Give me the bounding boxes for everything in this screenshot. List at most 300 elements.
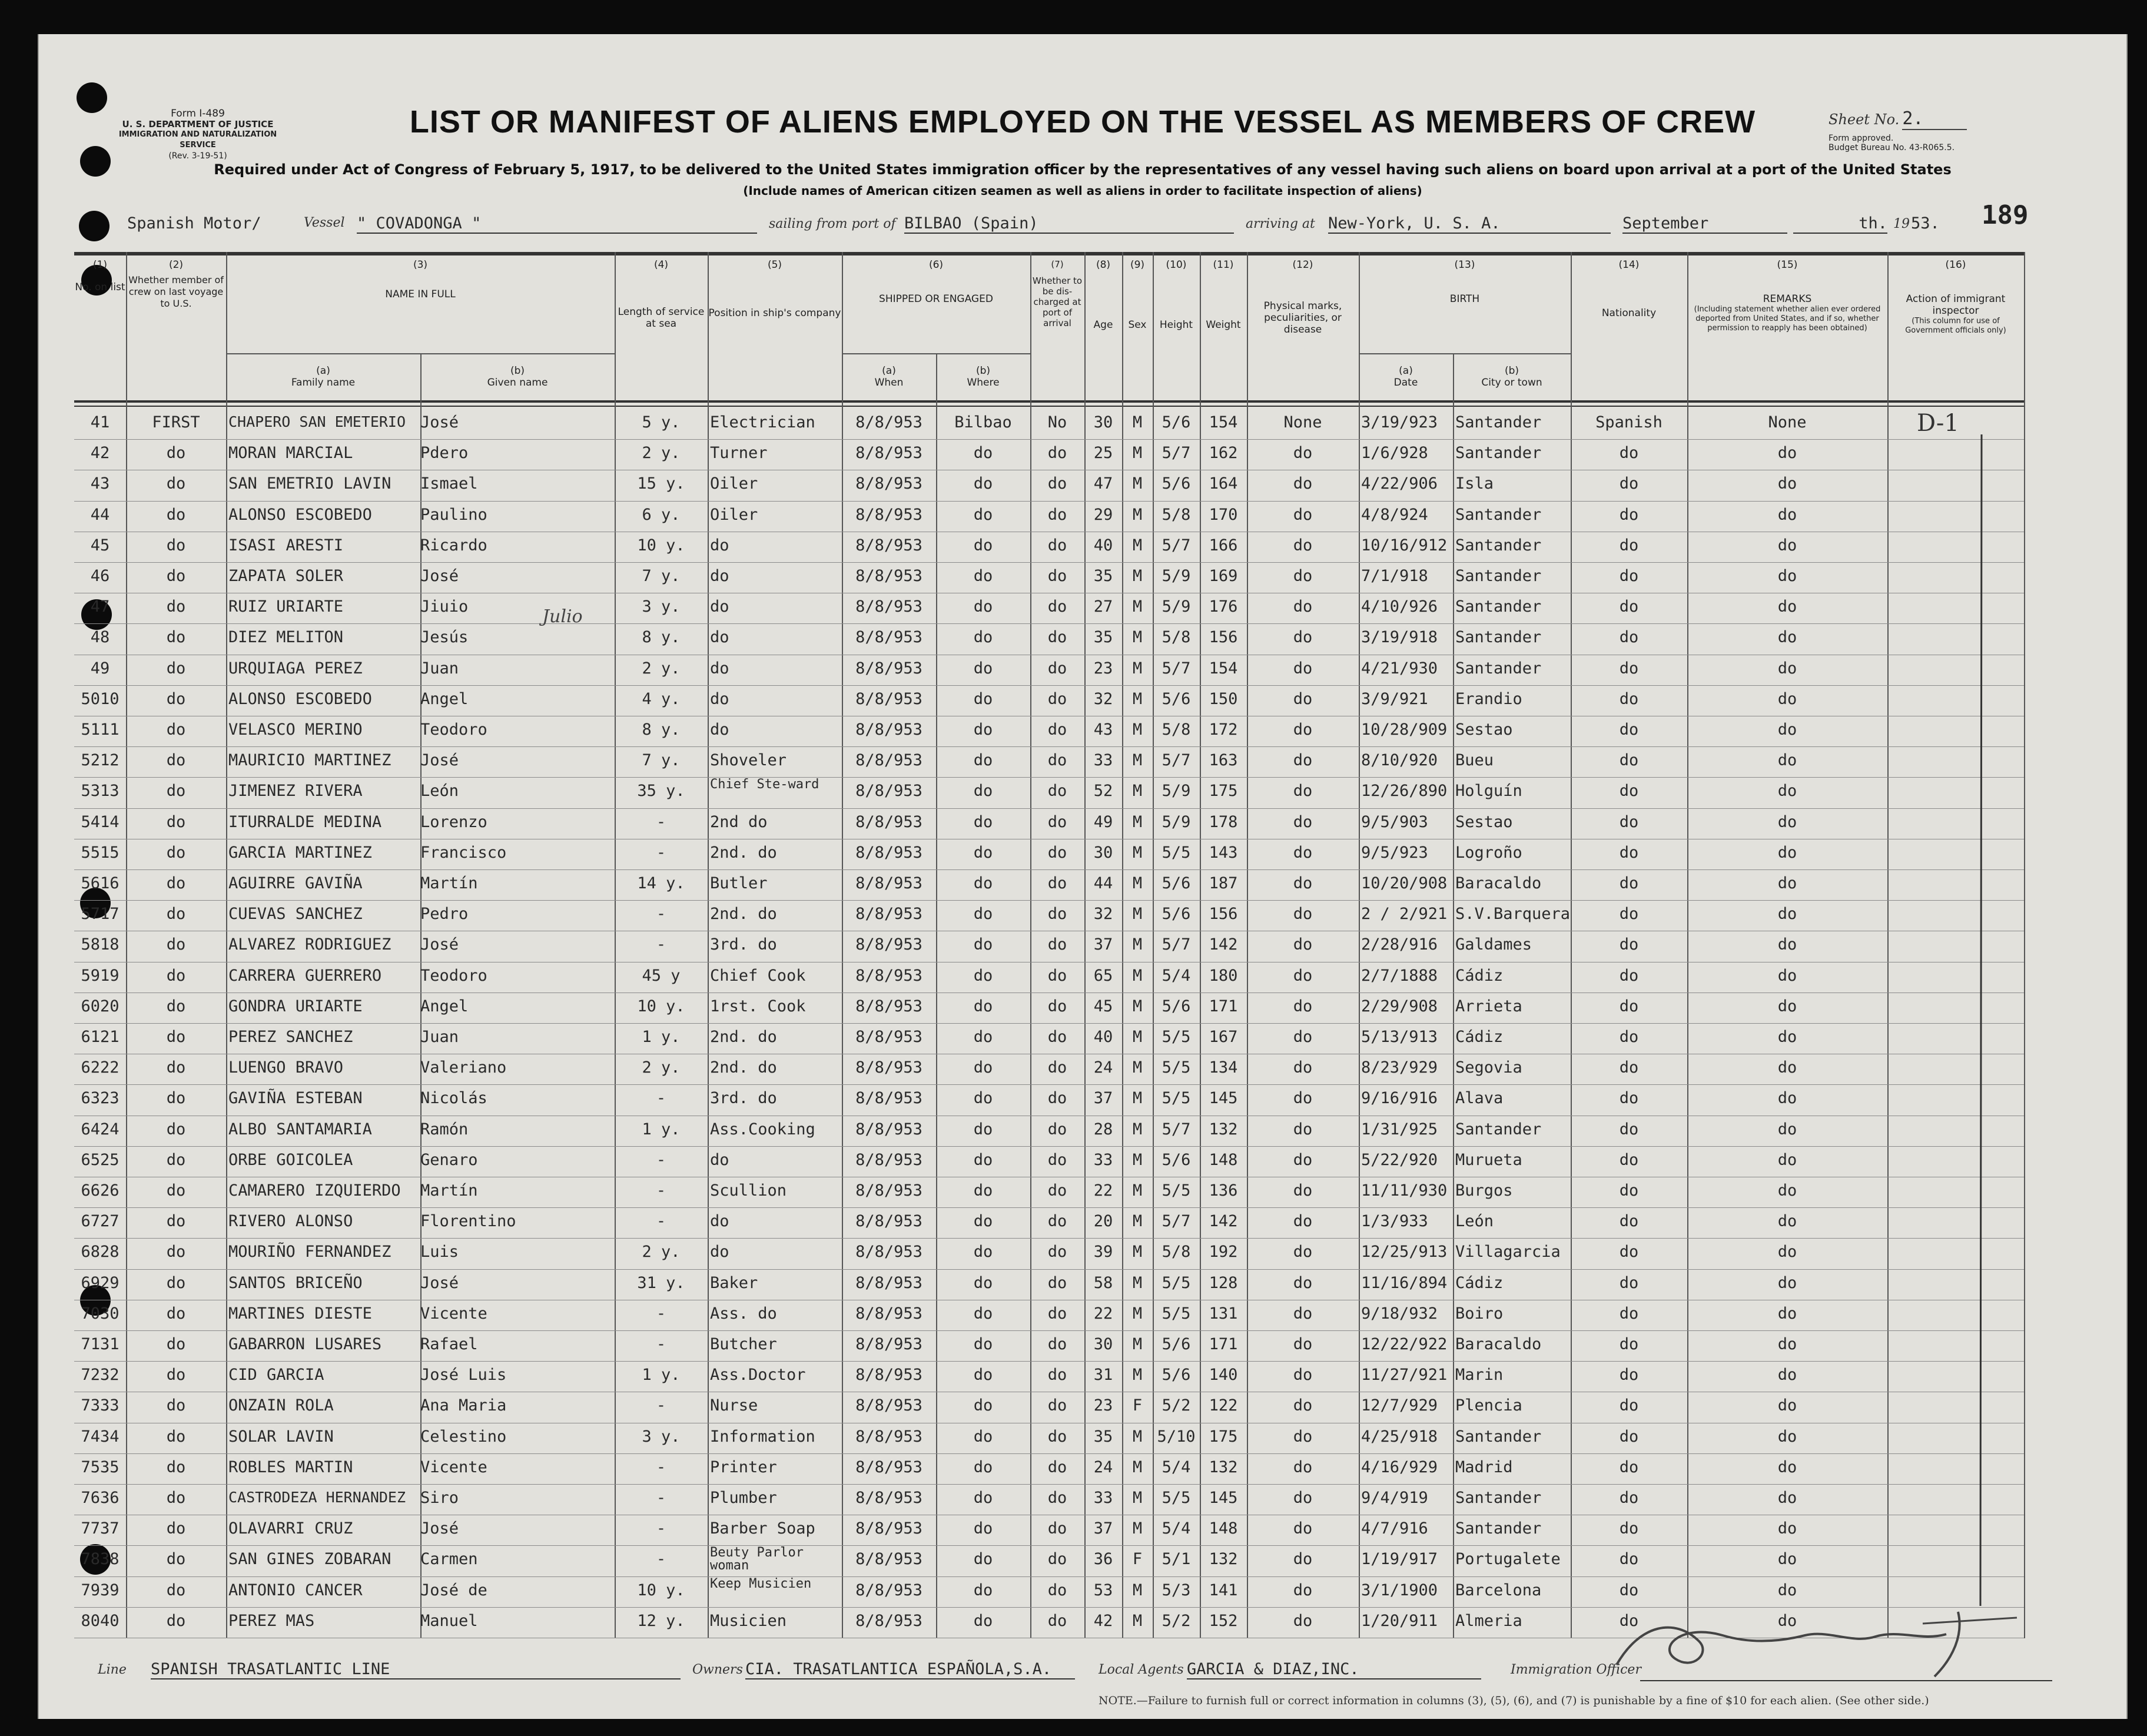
cell-when: 8/8/953 [855,751,922,770]
cell-sex: M [1132,812,1143,831]
cell-family: ALBO SANTAMARIA [228,1120,372,1138]
cell-where: do [973,444,993,463]
cell-service: 31 y. [637,1273,685,1292]
table-row [74,1023,2024,1054]
cell-when: 8/8/953 [855,966,922,985]
cell-service: 1 y. [642,1120,681,1138]
cell-weight: 136 [1209,1181,1238,1200]
cell-position: Chief Cook [710,966,806,985]
cell-height: 5/5 [1162,1058,1191,1077]
col-header-10: (10) Height [1159,259,1193,331]
cell-remarks: None [1768,413,1807,431]
cell-nationality: do [1619,505,1639,524]
cell-discharge: do [1047,1058,1067,1077]
cell-birth-date: 1/3/933 [1361,1212,1428,1231]
table-row [74,1453,2024,1484]
cell-weight: 170 [1209,505,1238,524]
cell-position: Ass.Cooking [710,1120,815,1138]
cell-discharge: do [1047,1550,1067,1569]
cell-family: GARCIA MARTINEZ [228,843,372,862]
cell-birth-city: Sestao [1455,812,1513,831]
cell-nationality: do [1619,843,1639,862]
cell-prior: do [166,1458,186,1476]
cell-weight: 180 [1209,966,1238,985]
col-header-3a: (a) Family name [291,365,356,389]
cell-position: Shoveler [710,751,787,770]
cell-prior: do [166,1335,186,1353]
page-number: 189 [1982,200,2029,230]
cell-age: 53 [1093,1581,1113,1599]
cell-discharge: do [1047,474,1067,493]
cell-service: 8 y. [642,628,681,647]
cell-remarks: do [1777,1028,1797,1046]
cell-remarks: do [1777,812,1797,831]
cell-nationality: do [1619,966,1639,985]
table-row [74,1392,2024,1422]
cell-age: 35 [1093,567,1113,585]
cell-prior: do [166,905,186,924]
cell-birth-city: Galdames [1455,935,1532,954]
table-row [74,470,2024,500]
vessel-name: " COVADONGA " [357,214,757,234]
manifest-sheet [38,34,2128,1719]
cell-prior: do [166,474,186,493]
cell-marks: do [1293,1611,1313,1630]
cell-service: - [656,1089,666,1108]
cell-prior: do [166,812,186,831]
cell-family: ANTONIO CANCER [228,1581,363,1599]
cell-age: 43 [1093,721,1113,739]
cell-discharge: do [1047,536,1067,555]
cell-position: 2nd. do [710,1058,777,1077]
cell-where: do [973,1120,993,1138]
cell-weight: 132 [1209,1458,1238,1476]
cell-birth-date: 2/7/1888 [1361,966,1438,985]
cell-service: - [656,1181,666,1200]
cell-birth-date: 2 / 2/921 [1361,905,1448,924]
cell-birth-city: Erandio [1455,689,1522,708]
cell-no: 6626 [81,1181,120,1200]
cell-sex: M [1132,1611,1143,1630]
cell-marks: do [1293,1335,1313,1353]
cell-family: ORBE GOICOLEA [228,1150,353,1169]
cell-given: José [420,1273,459,1292]
cell-remarks: do [1777,721,1797,739]
cell-service: - [656,1304,666,1323]
cell-nationality: do [1619,1028,1639,1046]
cell-position: Turner [710,444,768,463]
cell-birth-city: Baracaldo [1455,874,1542,892]
cell-marks: do [1293,966,1313,985]
subnote: (Include names of American citizen seamen as well as aliens in order to facilitate inspection of aliens) [743,184,1422,198]
cell-when: 8/8/953 [855,1304,922,1323]
cell-remarks: do [1777,505,1797,524]
cell-birth-city: Santander [1455,659,1542,678]
port-from: BILBAO (Spain) [904,214,1234,234]
cell-sex: M [1132,751,1143,770]
cell-sex: M [1132,1427,1143,1446]
vessel-type: Spanish Motor/ [127,214,261,233]
cell-family: ITURRALDE MEDINA [228,812,382,831]
cell-weight: 167 [1209,1028,1238,1046]
cell-where: do [973,536,993,555]
cell-no: 6222 [81,1058,120,1077]
budget-bureau: Budget Bureau No. 43-R065.5. [1829,143,1955,152]
cell-nationality: do [1619,598,1639,616]
cell-discharge: do [1047,1304,1067,1323]
cell-marks: do [1293,721,1313,739]
cell-height: 5/5 [1162,1028,1191,1046]
cell-nationality: do [1619,1581,1639,1599]
cell-discharge: do [1047,1489,1067,1507]
cell-prior: do [166,997,186,1015]
cell-nationality: do [1619,751,1639,770]
cell-sex: M [1132,1089,1143,1108]
cell-height: 5/6 [1162,1366,1191,1385]
cell-discharge: do [1047,444,1067,463]
cell-height: 5/4 [1162,1458,1191,1476]
cell-service: 2 y. [642,1058,681,1077]
cell-birth-date: 4/16/929 [1361,1458,1438,1476]
cell-sex: M [1132,689,1143,708]
cell-discharge: do [1047,598,1067,616]
cell-birth-date: 10/28/909 [1361,721,1448,739]
cell-when: 8/8/953 [855,997,922,1015]
officer-label: Immigration Officer [1511,1662,1641,1677]
cell-family: GABARRON LUSARES [228,1335,382,1353]
cell-no: 47 [90,598,110,616]
cell-family: PEREZ SANCHEZ [228,1028,353,1046]
table-row [74,1116,2024,1146]
cell-prior: do [166,1212,186,1231]
cell-marks: do [1293,505,1313,524]
cell-sex: M [1132,413,1143,431]
cell-no: 7131 [81,1335,120,1353]
cell-discharge: do [1047,1335,1067,1353]
cell-no: 7939 [81,1581,120,1599]
cell-sex: M [1132,567,1143,585]
cell-given: José de [420,1581,487,1599]
cell-height: 5/6 [1162,1150,1191,1169]
cell-remarks: do [1777,997,1797,1015]
cell-birth-city: Sestao [1455,721,1513,739]
cell-where: do [973,1150,993,1169]
cell-when: 8/8/953 [855,536,922,555]
cell-age: 33 [1093,1489,1113,1507]
cell-age: 32 [1093,689,1113,708]
cell-birth-date: 1/20/911 [1361,1611,1438,1630]
cell-birth-city: Santander [1455,1519,1542,1538]
cell-when: 8/8/953 [855,567,922,585]
cell-when: 8/8/953 [855,1120,922,1138]
cell-position: Butler [710,874,768,892]
cell-no: 8040 [81,1611,120,1630]
cell-when: 8/8/953 [855,782,922,801]
cell-discharge: do [1047,689,1067,708]
cell-sex: M [1132,1304,1143,1323]
col-header-2: (2) Whether member of crew on last voyage to U.S. [128,259,224,309]
cell-marks: do [1293,1489,1313,1507]
cell-discharge: do [1047,812,1067,831]
cell-prior: do [166,935,186,954]
cell-height: 5/5 [1162,1304,1191,1323]
cell-prior: do [166,1611,186,1630]
cell-sex: M [1132,1458,1143,1476]
cell-when: 8/8/953 [855,1550,922,1569]
cell-given: José [420,413,459,431]
cell-no: 49 [90,659,110,678]
cell-no: 7838 [81,1550,120,1569]
cell-nationality: do [1619,659,1639,678]
manifest-table [74,252,2024,1638]
cell-marks: do [1293,444,1313,463]
cell-given: Florentino [420,1212,516,1231]
cell-sex: M [1132,1581,1143,1599]
col-header-13: (13) BIRTH [1449,259,1480,305]
cell-when: 8/8/953 [855,1335,922,1353]
cell-remarks: do [1777,1089,1797,1108]
cell-age: 24 [1093,1458,1113,1476]
cell-where: do [973,1058,993,1077]
cell-given: Teodoro [420,966,487,985]
cell-discharge: do [1047,1396,1067,1415]
cell-where: do [973,474,993,493]
cell-where: do [973,843,993,862]
cell-family: RIVERO ALONSO [228,1212,353,1231]
cell-sex: F [1132,1396,1143,1415]
cell-weight: 132 [1209,1550,1238,1569]
cell-weight: 128 [1209,1273,1238,1292]
cell-height: 5/6 [1162,413,1191,431]
cell-given: José [420,935,459,954]
cell-marks: do [1293,1304,1313,1323]
cell-no: 6323 [81,1089,120,1108]
cell-prior: do [166,1489,186,1507]
cell-where: do [973,1581,993,1599]
cell-prior: do [166,1304,186,1323]
col-header-14: (14) Nationality [1601,259,1657,319]
cell-birth-city: Alava [1455,1089,1504,1108]
cell-birth-city: Cádiz [1455,966,1504,985]
subtitle: Required under Act of Congress of February 5, 1917, to be delivered to the United States immigration officer by the representatives of any vessel having such aliens on board upon arrival at a port of the United States [214,161,1952,178]
cell-height: 5/6 [1162,1335,1191,1353]
cell-weight: 156 [1209,905,1238,924]
cell-discharge: do [1047,1458,1067,1476]
cell-service: 7 y. [642,751,681,770]
cell-given: Luis [420,1243,459,1262]
table-row [74,1330,2024,1361]
cell-weight: 140 [1209,1366,1238,1385]
col-header-7: (7) Whether to be dis-charged at port of arrival [1032,259,1083,328]
cell-birth-date: 4/25/918 [1361,1427,1438,1446]
cell-where: do [973,997,993,1015]
cell-when: 8/8/953 [855,905,922,924]
cell-discharge: do [1047,997,1067,1015]
cell-where: do [973,1028,993,1046]
cell-position: 3rd. do [710,1089,777,1108]
cell-where: do [973,812,993,831]
cell-birth-city: Villagarcia [1455,1243,1561,1262]
cell-given: Angel [420,997,469,1015]
cell-age: 65 [1093,966,1113,985]
cell-birth-city: Holguín [1455,782,1522,801]
cell-birth-city: Santander [1455,536,1542,555]
cell-nationality: do [1619,812,1639,831]
cell-marks: do [1293,843,1313,862]
cell-position: Baker [710,1273,758,1292]
cell-weight: 172 [1209,721,1238,739]
cell-birth-date: 9/5/923 [1361,843,1428,862]
cell-prior: do [166,1519,186,1538]
cell-position: 1rst. Cook [710,997,806,1015]
cell-weight: 134 [1209,1058,1238,1077]
cell-given: Valeriano [420,1058,507,1077]
cell-family: DIEZ MELITON [228,628,344,647]
cell-when: 8/8/953 [855,444,922,463]
cell-height: 5/7 [1162,444,1191,463]
cell-birth-city: Plencia [1455,1396,1522,1415]
table-row [74,1515,2024,1545]
cell-weight: 145 [1209,1489,1238,1507]
cell-age: 47 [1093,474,1113,493]
cell-where: do [973,905,993,924]
cell-birth-city: Madrid [1455,1458,1513,1476]
cell-birth-date: 9/4/919 [1361,1489,1428,1507]
cell-service: 10 y. [637,536,685,555]
cell-nationality: do [1619,1058,1639,1077]
cell-age: 36 [1093,1550,1113,1569]
cell-marks: do [1293,598,1313,616]
cell-prior: do [166,1581,186,1599]
cell-family: RUIZ URIARTE [228,598,344,616]
cell-position: 3rd. do [710,935,777,954]
cell-marks: do [1293,1273,1313,1292]
cell-prior: do [166,1058,186,1077]
cell-no: 6828 [81,1243,120,1262]
cell-nationality: do [1619,1458,1639,1476]
cell-where: do [973,659,993,678]
cell-where: do [973,505,993,524]
cell-birth-city: Boiro [1455,1304,1504,1323]
cell-when: 8/8/953 [855,1181,922,1200]
cell-weight: 176 [1209,598,1238,616]
cell-birth-city: Cádiz [1455,1028,1504,1046]
col-header-15: (15) REMARKS (Including statement whether alien ever ordered deported from United States, and if so, whether permission to reapply has been obtained) [1694,259,1881,333]
cell-no: 7434 [81,1427,120,1446]
cell-where: do [973,1489,993,1507]
cell-when: 8/8/953 [855,1243,922,1262]
cell-discharge: do [1047,659,1067,678]
cell-sex: M [1132,1181,1143,1200]
owners-name: CIA. TRASATLANTICA ESPAÑOLA,S.A. [745,1660,1075,1679]
officer-signature-icon [1605,1600,2029,1682]
table-row [74,1269,2024,1300]
cell-birth-date: 3/19/918 [1361,628,1438,647]
cell-remarks: do [1777,536,1797,555]
cell-birth-date: 1/31/925 [1361,1120,1438,1138]
cell-service: - [656,935,666,954]
cell-birth-date: 12/25/913 [1361,1243,1448,1262]
cell-when: 8/8/953 [855,1458,922,1476]
cell-where: do [973,1335,993,1353]
cell-birth-city: Arrieta [1455,997,1522,1015]
cell-prior: do [166,1550,186,1569]
cell-family: CUEVAS SANCHEZ [228,905,363,924]
cell-where: do [973,721,993,739]
cell-height: 5/6 [1162,689,1191,708]
cell-service: - [656,1489,666,1507]
table-row [74,685,2024,716]
cell-position: 2nd. do [710,1028,777,1046]
cell-prior: do [166,751,186,770]
cell-age: 20 [1093,1212,1113,1231]
cell-age: 28 [1093,1120,1113,1138]
table-row [74,962,2024,993]
cell-when: 8/8/953 [855,1427,922,1446]
cell-discharge: do [1047,751,1067,770]
cell-age: 24 [1093,1058,1113,1077]
cell-discharge: do [1047,1212,1067,1231]
cell-no: 7535 [81,1458,120,1476]
cell-position: Oiler [710,505,758,524]
cell-marks: do [1293,536,1313,555]
cell-remarks: do [1777,474,1797,493]
cell-remarks: do [1777,444,1797,463]
cell-birth-city: Murueta [1455,1150,1522,1169]
cell-where: do [973,1181,993,1200]
cell-marks: do [1293,782,1313,801]
cell-family: MAURICIO MARTINEZ [228,751,391,770]
cell-weight: 192 [1209,1243,1238,1262]
table-row [74,777,2024,808]
cell-birth-date: 3/9/921 [1361,689,1428,708]
cell-age: 52 [1093,782,1113,801]
cell-remarks: do [1777,1212,1797,1231]
cell-height: 5/2 [1162,1396,1191,1415]
cell-weight: 175 [1209,1427,1238,1446]
cell-weight: 178 [1209,812,1238,831]
cell-marks: do [1293,1550,1313,1569]
cell-where: do [973,1304,993,1323]
cell-service: - [656,1458,666,1476]
cell-birth-city: S.V.Barquera [1455,905,1571,924]
cell-no: 45 [90,536,110,555]
table-row [74,900,2024,931]
cell-no: 5111 [81,721,120,739]
cell-birth-city: Santander [1455,598,1542,616]
cell-discharge: do [1047,966,1067,985]
cell-remarks: do [1777,1181,1797,1200]
cell-birth-date: 9/5/903 [1361,812,1428,831]
header-bottom-rule [74,400,2024,403]
cell-marks: do [1293,1181,1313,1200]
cell-marks: do [1293,1243,1313,1262]
cell-marks: do [1293,1150,1313,1169]
cell-height: 5/6 [1162,905,1191,924]
col-header-5: (5) Position in ship's company [708,259,841,319]
cell-when: 8/8/953 [855,659,922,678]
cell-nationality: do [1619,1273,1639,1292]
cell-age: 22 [1093,1181,1113,1200]
cell-when: 8/8/953 [855,1519,922,1538]
cell-weight: 163 [1209,751,1238,770]
cell-service: 10 y. [637,997,685,1015]
table-row [74,623,2024,654]
cell-where: do [973,966,993,985]
cell-service: 3 y. [642,598,681,616]
cell-no: 46 [90,567,110,585]
cell-prior: do [166,874,186,892]
